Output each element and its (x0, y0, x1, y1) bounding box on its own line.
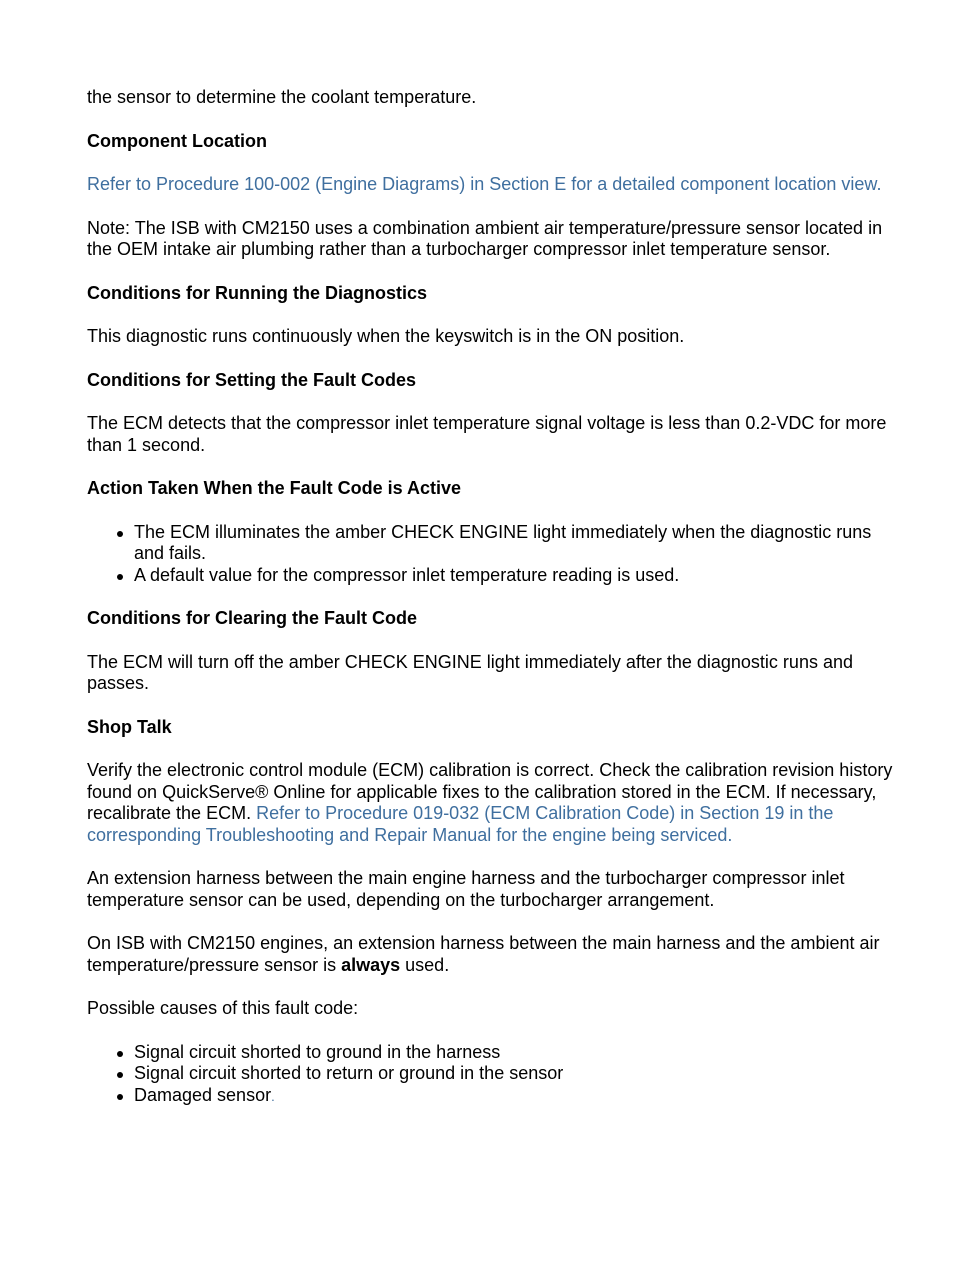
trailing-period: . (271, 1088, 275, 1104)
list-item: Signal circuit shorted to ground in the harness (134, 1042, 902, 1064)
list-item: Signal circuit shorted to return or ground in the sensor (134, 1063, 902, 1085)
list-item: The ECM illuminates the amber CHECK ENGINE light immediately when the diagnostic runs and fails. (134, 522, 902, 565)
always-emphasis: always (341, 954, 401, 975)
calibration-procedure-link[interactable]: Refer to Procedure 019-032 (ECM Calibration Code) in Section 19 in the corresponding Troubleshooting and Repair Manual for the engine being serviced. (87, 803, 834, 845)
shop-talk-paragraph-2: An extension harness between the main engine harness and the turbocharger compressor inlet temperature sensor can be used, depending on the turbocharger arrangement. (87, 868, 845, 910)
conditions-running-text: This diagnostic runs continuously when the keyswitch is in the ON position. (87, 326, 685, 346)
component-location-link[interactable]: Refer to Procedure 100-002 (Engine Diagrams) in Section E for a detailed component location view. (87, 174, 882, 194)
list-item (134, 1085, 902, 1108)
action-taken-list (87, 522, 902, 587)
conditions-setting-heading: Conditions for Setting the Fault Codes (87, 369, 416, 390)
conditions-running-heading: Conditions for Running the Diagnostics (87, 282, 427, 303)
action-taken-heading: Action Taken When the Fault Code is Active (87, 478, 462, 498)
component-location-heading: Component Location (87, 130, 267, 151)
para3-before: On ISB with CM2150 engines, an extension harness between the main harness and the ambient air temperature/pressure sensor is (87, 933, 880, 975)
causes-intro: Possible causes of this fault code: (87, 998, 359, 1018)
cause-text: Damaged sensor (134, 1084, 272, 1105)
conditions-setting-text: The ECM detects that the compressor inlet temperature signal voltage is less than 0.2-VDC for more than 1 second. (87, 413, 887, 455)
list-item: A default value for the compressor inlet temperature reading is used. (134, 565, 902, 587)
shop-talk-heading: Shop Talk (87, 716, 172, 737)
shop-talk-paragraph-1 (87, 760, 902, 846)
document-body (87, 87, 902, 1129)
conditions-clearing-text: The ECM will turn off the amber CHECK ENGINE light immediately after the diagnostic runs and passes. (87, 651, 853, 693)
causes-list (87, 1042, 902, 1108)
para3-after: used. (400, 954, 450, 975)
conditions-clearing-heading: Conditions for Clearing the Fault Code (87, 608, 417, 628)
shop-talk-text: Verify the electronic control module (ECM) calibration is correct. Check the calibration revision history found on QuickServe® Online for applicable fixes to the calibration stored in the ECM. If necessary, recalibrate the ECM. (87, 760, 893, 823)
component-location-note: Note: The ISB with CM2150 uses a combination ambient air temperature/pressure sensor located in the OEM intake air plumbing rather than a turbocharger compressor inlet temperature sensor. (87, 217, 883, 259)
intro-tail-text: the sensor to determine the coolant temperature. (87, 87, 477, 107)
shop-talk-paragraph-3 (87, 933, 902, 976)
